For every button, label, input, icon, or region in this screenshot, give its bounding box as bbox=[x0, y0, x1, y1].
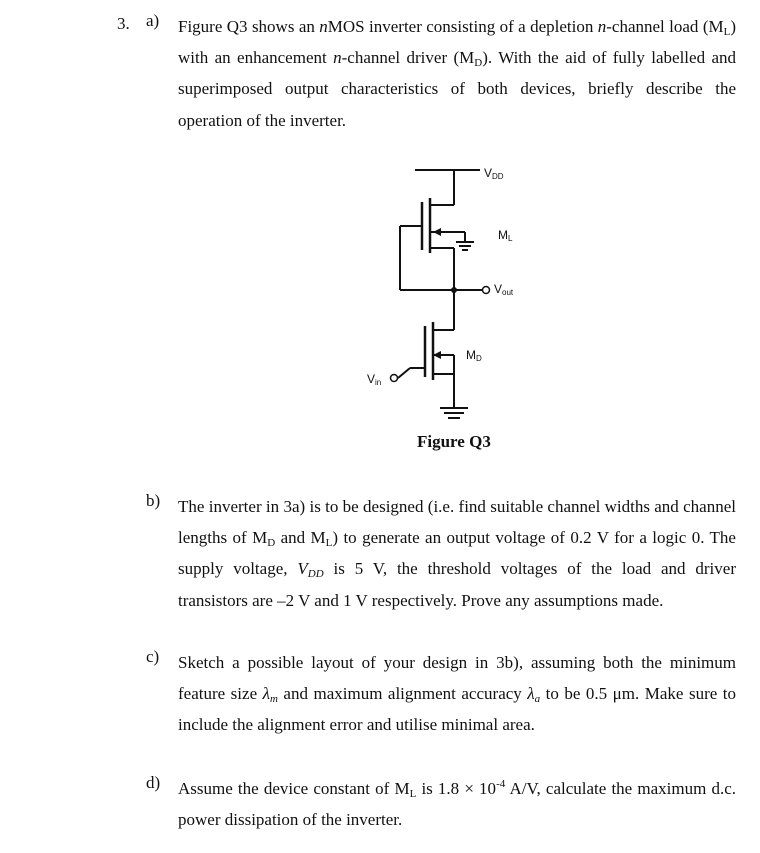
ml-body-arrow bbox=[433, 228, 441, 236]
part-c-label: c) bbox=[146, 647, 160, 666]
vin-terminal bbox=[391, 375, 398, 382]
ml-label: $M_L$ bbox=[498, 228, 513, 243]
part-d-label: d) bbox=[146, 773, 161, 792]
figure-caption: Figure Q3 bbox=[417, 432, 491, 451]
output-node bbox=[451, 287, 457, 293]
md-label: $M_D$ bbox=[466, 348, 482, 363]
nmos-inverter-schematic bbox=[340, 150, 570, 450]
vout-label: $V_{out}$ bbox=[494, 282, 514, 297]
part-b-text: The inverter in 3a) is to be designed (i.e. find suitable channel widths and channel lengths of $M_D$ and $M_L$) to generate an output voltage of 0.2 V for a logic 0. The supply voltage, $V_{DD}$ is 5 V, the threshold voltages of the load and driver transistors are –2 V and 1 V respectively. Prove any assumptions made. bbox=[178, 497, 736, 610]
vin-label: $V_{in}$ bbox=[367, 372, 382, 387]
part-a-label: a) bbox=[146, 11, 160, 30]
part-b-label: b) bbox=[146, 491, 161, 510]
part-a-text: Figure Q3 shows an nMOS inverter consisting of a depletion n-channel load $(M_L)$ with an enhancement n-channel driver $(M_D)$. With the aid of fully labelled and superimposed output characteristics of both devices, briefly describe the operation of the inverter. bbox=[178, 17, 737, 130]
circuit-diagram bbox=[340, 150, 570, 450]
part-d-text: Assume the device constant of $M_L$ is $1.8 \times 10^{-4}$ A/V, calculate the maximum d.c. power dissipation of the inverter. bbox=[178, 778, 737, 830]
question-number: 3. bbox=[117, 14, 130, 33]
vout-terminal bbox=[483, 287, 490, 294]
part-c-text: Sketch a possible layout of your design in 3b), assuming both the minimum feature size $\lambda_m$ and maximum alignment accuracy $\lambda_a$ to be 0.5 μm. Make sure to include the alignment error and utilise minimal area. bbox=[178, 653, 736, 735]
vdd-label: $V_{DD}$ bbox=[484, 166, 504, 181]
